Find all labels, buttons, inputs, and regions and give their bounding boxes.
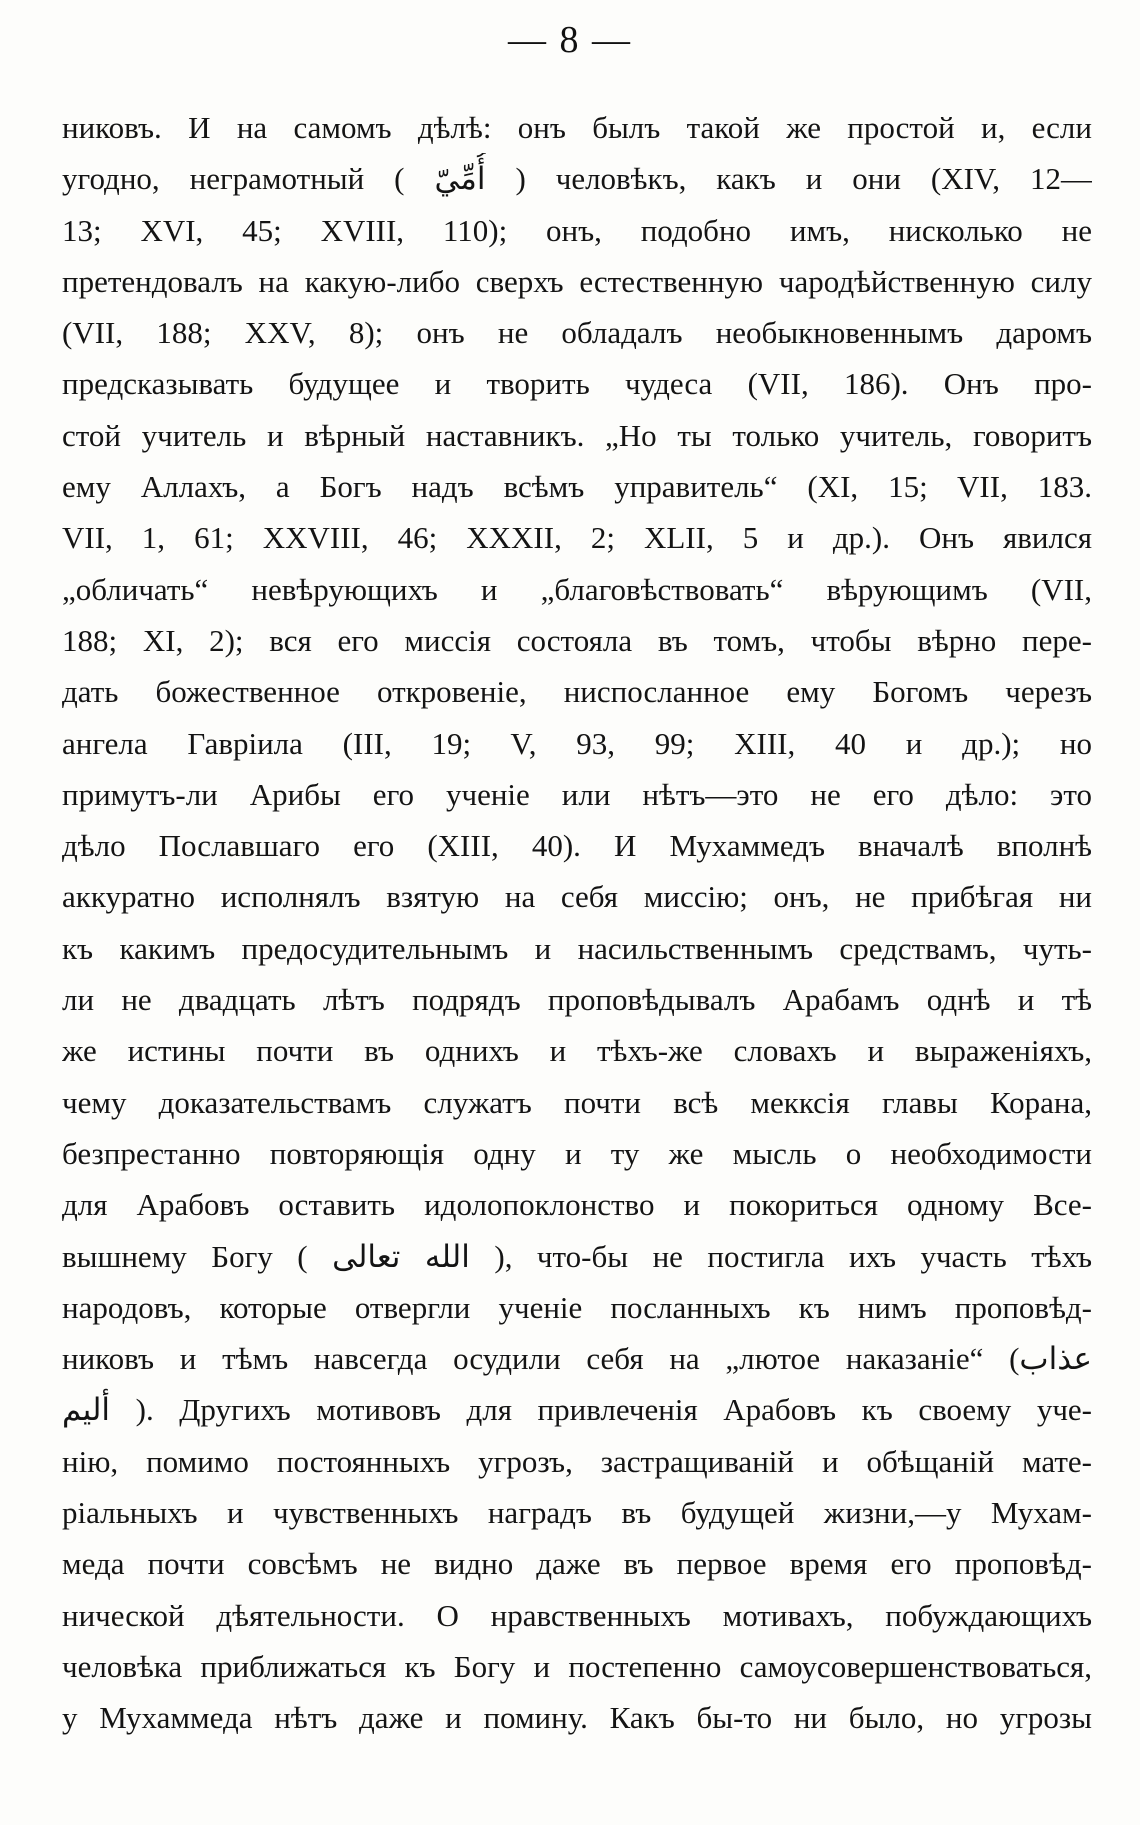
- text-line: для Арабовъ оставить идолопоклонство и покориться одному Все-: [62, 1187, 1092, 1223]
- text-line: къ какимъ предосудительнымъ и насильственнымъ средствамъ, чуть-: [62, 930, 1092, 966]
- text-line: ангела Гавріила (III, 19; V, 93, 99; XIII, 40 и др.); но: [62, 725, 1092, 761]
- body-text: [62, 102, 1092, 1744]
- text-line: ему Аллахъ, а Богъ надъ всѣмъ управитель“ (XI, 15; VII, 183.: [62, 469, 1092, 505]
- text-line: ли не двадцать лѣтъ подрядъ проповѣдывалъ Арабамъ однѣ и тѣ: [62, 982, 1092, 1018]
- text-line: стой учитель и вѣрный наставникъ. „Но ты только учитель, говоритъ: [62, 417, 1092, 453]
- text-line: дѣло Пославшаго его (XIII, 40). И Мухаммедъ вначалѣ вполнѣ: [62, 828, 1092, 864]
- text-line: VII, 1, 61; XXVIII, 46; XXXII, 2; XLII, 5 и др.). Онъ явился: [62, 520, 1092, 556]
- text-line: никовъ и тѣмъ навсегда осудили себя на „лютое наказаніе“ (عذاب: [62, 1341, 1092, 1377]
- text-line: же истины почти въ однихъ и тѣхъ-же словахъ и выраженіяхъ,: [62, 1033, 1092, 1069]
- text-line: 188; XI, 2); вся его миссія состояла въ томъ, чтобы вѣрно пере-: [62, 622, 1092, 658]
- text-line: аккуратно исполнялъ взятую на себя миссію; онъ, не прибѣгая ни: [62, 879, 1092, 915]
- text-line: 13; XVI, 45; XVIII, 110); онъ, подобно имъ, нисколько не: [62, 212, 1092, 248]
- text-line: у Мухаммеда нѣтъ даже и помину. Какъ бы-то ни было, но угрозы: [62, 1700, 1092, 1736]
- text-line: меда почти совсѣмъ не видно даже въ первое время его проповѣд-: [62, 1546, 1092, 1582]
- text-line: нической дѣятельности. О нравственныхъ мотивахъ, побуждающихъ: [62, 1597, 1092, 1633]
- text-line: претендовалъ на какую-либо сверхъ естественную чародѣйственную силу: [62, 263, 1092, 299]
- page-number: — 8 —: [508, 19, 632, 61]
- text-line: человѣка приближаться къ Богу и постепенно самоусовершенствоваться,: [62, 1648, 1092, 1684]
- text-line: предсказывать будущее и творить чудеса (VII, 186). Онъ про-: [62, 366, 1092, 402]
- text-line: народовъ, которые отвергли ученіе посланныхъ къ нимъ проповѣд-: [62, 1289, 1092, 1325]
- text-line: ріальныхъ и чувственныхъ наградъ въ будущей жизни,—у Мухам-: [62, 1495, 1092, 1531]
- text-line: нію, помимо постоянныхъ угрозъ, застращиваній и обѣщаній мате-: [62, 1443, 1092, 1479]
- text-line: вышнему Богу ( الله تعالى ), что-бы не постигла ихъ участь тѣхъ: [62, 1238, 1092, 1274]
- text-line: никовъ. И на самомъ дѣлѣ: онъ былъ такой же простой и, если: [62, 110, 1092, 145]
- text-line: безпрестанно повторяющія одну и ту же мысль о необходимости: [62, 1135, 1092, 1171]
- text-line: дать божественное откровеніе, ниспосланное ему Богомъ черезъ: [62, 674, 1092, 710]
- text-line: (VII, 188; XXV, 8); онъ не обладалъ необыкновеннымъ даромъ: [62, 315, 1092, 351]
- text-line: „обличать“ невѣрующихъ и „благовѣствовать“ вѣрующимъ (VII,: [62, 571, 1092, 607]
- text-line: примутъ-ли Арибы его ученіе или нѣтъ—это не его дѣло: это: [62, 776, 1092, 812]
- text-line: чему доказательствамъ служатъ почти всѣ мекксія главы Корана,: [62, 1084, 1092, 1120]
- text-line: أليم ). Другихъ мотивовъ для привлеченія Арабовъ къ своему уче-: [62, 1392, 1092, 1428]
- text-line: угодно, неграмотный ( أُمِّيّ ) человѣкъ, какъ и они (XIV, 12—: [62, 161, 1092, 197]
